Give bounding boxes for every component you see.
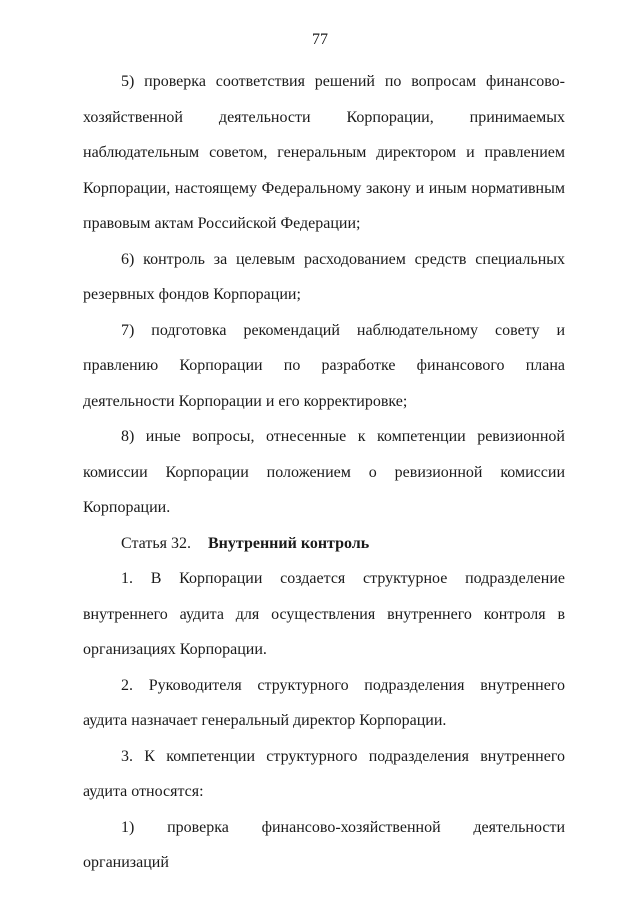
- paragraph-clause-2: 2. Руководителя структурного подразделения внутреннего аудита назначает генеральный директор Корпорации.: [83, 676, 565, 729]
- paragraph-subitem-1: 1) проверка финансово-хозяйственной деятельности организаций: [83, 818, 565, 871]
- paragraph-item-8: 8) иные вопросы, отнесенные к компетенции ревизионной комиссии Корпорации положением о ревизионной комиссии Корпорации.: [83, 428, 565, 516]
- article-label: Статья 32.: [121, 534, 191, 552]
- article-title: Внутренний контроль: [208, 534, 370, 552]
- article-heading: [83, 526, 565, 562]
- paragraph-item-5: 5) проверка соответствия решений по вопросам финансово-хозяйственной деятельности Корпорации, принимаемых наблюдательным советом, генеральным директором и правлением Корпорации, настоящему Федеральному закону и иным нормативным правовым актам Российской Федерации;: [83, 73, 565, 232]
- paragraph-clause-3: 3. К компетенции структурного подразделения внутреннего аудита относятся:: [83, 747, 565, 800]
- document-body: [83, 64, 565, 881]
- page-number: 77: [312, 31, 328, 48]
- paragraph-item-6: 6) контроль за целевым расходованием средств специальных резервных фондов Корпорации;: [83, 250, 565, 303]
- paragraph-item-7: 7) подготовка рекомендаций наблюдательному совету и правлению Корпорации по разработке финансового плана деятельности Корпорации и его корректировке;: [83, 321, 565, 410]
- paragraph-clause-1: 1. В Корпорации создается структурное подразделение внутреннего аудита для осуществления внутреннего контроля в организациях Корпорации.: [83, 570, 565, 658]
